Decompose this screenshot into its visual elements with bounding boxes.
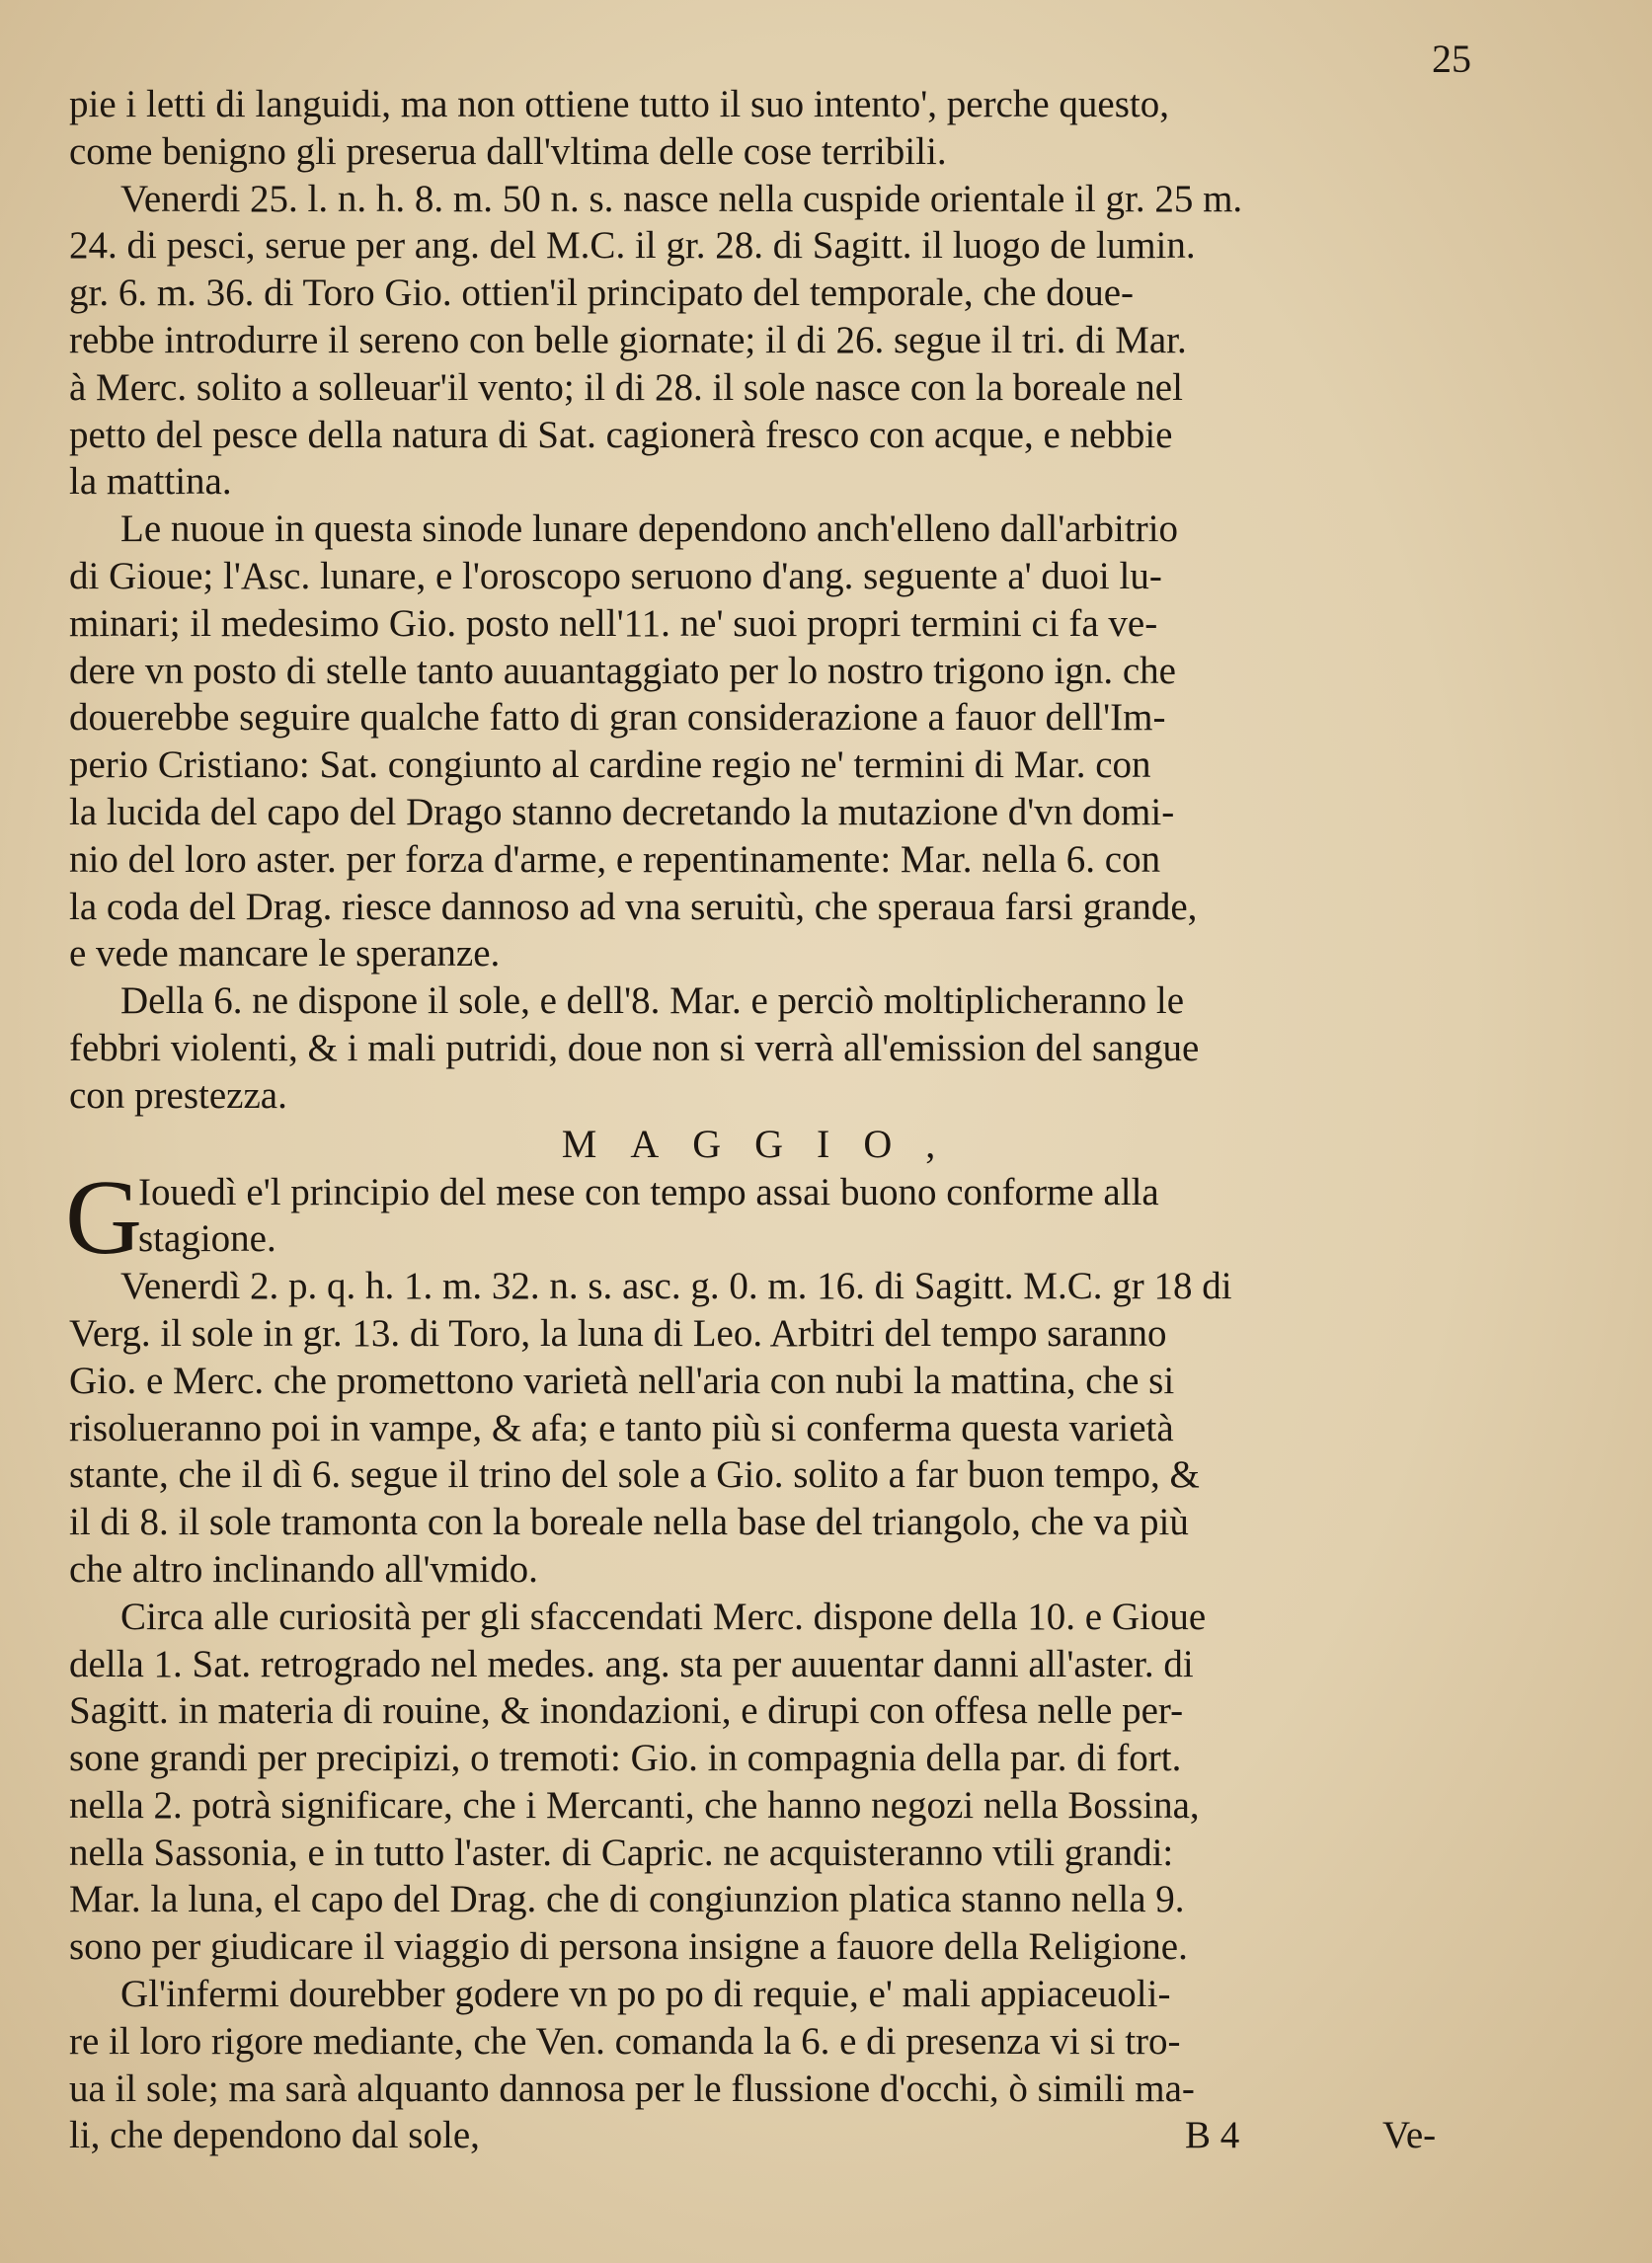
text-line: sono per giudicare il viaggio di persona insigne a fauore della Religione. — [69, 1925, 1188, 1969]
text-line: nella 2. potrà significare, che i Mercanti, che hanno negozi nella Bossina, — [69, 1783, 1200, 1827]
text-line: Verg. il sole in gr. 13. di Toro, la luna di Leo. Arbitri del tempo saranno — [69, 1311, 1167, 1355]
last-line-text: li, che dependono dal sole, — [69, 2114, 480, 2157]
page-text-block — [65, 81, 1521, 2159]
text-line: Gio. e Merc. che promettono varietà nell'aria con nubi la mattina, che si — [69, 1359, 1175, 1402]
text-line: Le nuoue in questa sinode lunare dependono anch'elleno dall'arbitrio — [120, 507, 1179, 551]
text-line: come benigno gli preserua dall'vltima delle cose terribili. — [69, 129, 947, 173]
text-line: nella Sassonia, e in tutto l'aster. di Capric. ne acquisteranno vtili grandi: — [69, 1831, 1174, 1874]
text-line: Circa alle curiosità per gli sfaccendati Merc. dispone della 10. e Gioue — [120, 1595, 1207, 1638]
text-line: con prestezza. — [69, 1073, 287, 1117]
text-line: sone grandi per precipizi, o tremoti: Gio. in compagnia della par. di fort. — [69, 1737, 1182, 1780]
last-line — [69, 2112, 1521, 2159]
text-line: che altro inclinando all'vmido. — [69, 1547, 538, 1591]
text-line: perio Cristiano: Sat. congiunto al cardine regio ne' termini di Mar. con — [69, 743, 1151, 787]
text-line: Venerdi 25. l. n. h. 8. m. 50 n. s. nasce nella cuspide orientale il gr. 25 m. — [120, 177, 1243, 220]
text-line: Gl'infermi dourebber godere vn po po di requie, e' mali appiaceuoli- — [120, 1973, 1171, 2016]
text-line: minari; il medesimo Gio. posto nell'11. ne' suoi propri termini ci fa ve- — [69, 601, 1158, 645]
text-line: nio del loro aster. per forza d'arme, e repentinamente: Mar. nella 6. con — [69, 837, 1161, 881]
text-line: ua il sole; ma sarà alquanto dannosa per le flussione d'occhi, ò simili ma- — [69, 2067, 1195, 2110]
dropcap-line-2: stagione. — [138, 1217, 276, 1261]
text-line: Della 6. ne dispone il sole, e dell'8. Mar. e perciò moltiplicheranno le — [120, 979, 1185, 1023]
text-line: e vede mancare le speranze. — [69, 932, 501, 975]
dropcap-letter: G — [65, 1158, 142, 1277]
text-line: Sagitt. in materia di rouine, & inondazioni, e dirupi con offesa nelle per- — [69, 1689, 1184, 1733]
text-line: risolueranno poi in vampe, & afa; e tanto più si conferma questa varietà — [69, 1406, 1174, 1449]
text-line: la mattina. — [69, 460, 232, 504]
text-line: della 1. Sat. retrogrado nel medes. ang. sta per auuentar danni all'aster. di — [69, 1642, 1194, 1685]
text-line: di Gioue; l'Asc. lunare, e l'oroscopo seruono d'ang. seguente a' duoi lu- — [69, 554, 1162, 597]
text-line: à Merc. solito a solleuar'il vento; il di 28. il sole nasce con la boreale nel — [69, 365, 1183, 409]
text-line: stante, che il dì 6. segue il trino del sole a Gio. solito a far buon tempo, & — [69, 1453, 1200, 1497]
text-line: gr. 6. m. 36. di Toro Gio. ottien'il principato del temporale, che doue- — [69, 272, 1135, 315]
text-line: la lucida del capo del Drago stanno decretando la mutazione d'vn domi- — [69, 790, 1175, 833]
section-heading-maggio: MAGGIO, — [561, 1121, 970, 1166]
text-line: dere vn posto di stelle tanto auuantaggiato per lo nostro trigono ign. che — [69, 649, 1176, 692]
text-line: la coda del Drag. riesce dannoso ad vna seruitù, che speraua farsi grande, — [69, 885, 1198, 928]
text-line: rebbe introdurre il sereno con belle giornate; il di 26. segue il tri. di Mar. — [69, 318, 1187, 361]
text-before-heading — [69, 81, 1521, 1120]
text-line: febbri violenti, & i mali putridi, doue non si verrà all'emission del sangue — [69, 1026, 1200, 1069]
text-line: Venerdì 2. p. q. h. 1. m. 32. n. s. asc. g. 0. m. 16. di Sagitt. M.C. gr 18 di — [120, 1265, 1232, 1308]
text-line: pie i letti di languidi, ma non ottiene tutto il suo intento', perche questo, — [69, 83, 1169, 125]
text-line: petto del pesce della natura di Sat. cagionerà fresco con acque, e nebbie — [69, 413, 1173, 456]
text-line: Mar. la luna, el capo del Drag. che di congiunzion platica stanno nella 9. — [69, 1878, 1185, 1921]
signature-mark: B 4 — [1185, 2114, 1240, 2157]
text-line: re il loro rigore mediante, che Ven. comanda la 6. e di presenza vi si tro- — [69, 2019, 1181, 2063]
text-after-heading — [69, 1263, 1521, 2112]
text-line: douerebbe seguire qualche fatto di gran considerazione a fauor dell'Im- — [69, 696, 1166, 740]
page-number: 25 — [1432, 37, 1471, 81]
catchword: Ve- — [1382, 2114, 1437, 2157]
dropcap-line-1: Iouedì e'l principio del mese con tempo assai buono conforme alla — [138, 1170, 1159, 1213]
text-line: il di 8. il sole tramonta con la boreale nella base del triangolo, che va più — [69, 1501, 1189, 1544]
text-line: 24. di pesci, serue per ang. del M.C. il gr. 28. di Sagitt. il luogo de lumin. — [69, 224, 1196, 268]
dropcap-paragraph — [65, 1158, 1521, 1277]
